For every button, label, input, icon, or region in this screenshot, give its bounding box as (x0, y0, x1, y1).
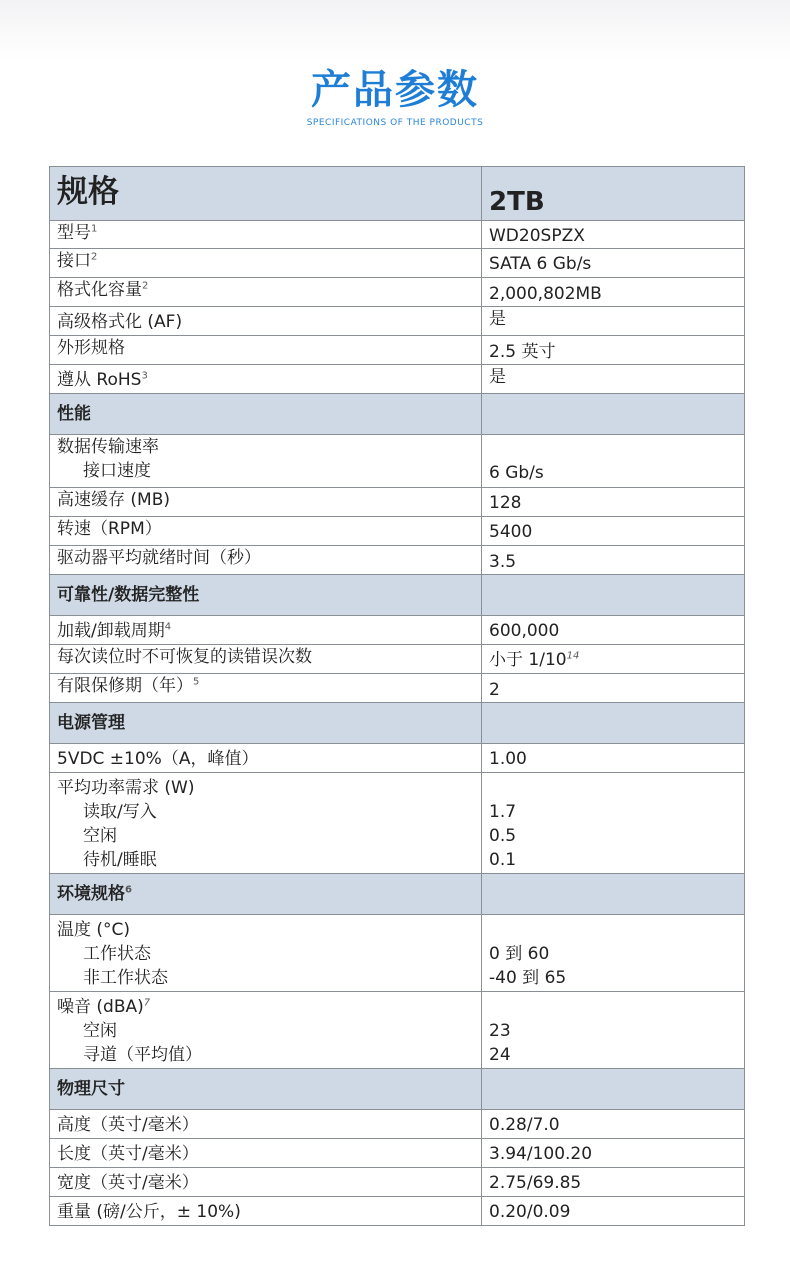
row-value: 3.5 (489, 552, 517, 572)
row-value: 是 (489, 367, 506, 387)
table-row (50, 1168, 745, 1197)
table-row (50, 1197, 745, 1226)
footnote-mark: 2 (142, 280, 149, 292)
row-value: 0 到 60 (489, 944, 550, 964)
row-label: 温度 (°C) (57, 920, 131, 940)
row-value: SATA 6 Gb/s (489, 254, 592, 274)
header-capacity: 2TB (489, 187, 545, 217)
row-value: 2,000,802MB (489, 284, 602, 304)
row-label: 有限保修期（年） (57, 676, 193, 696)
row-value: 是 (489, 309, 506, 329)
row-sublabel: 空闲 (83, 826, 117, 846)
table-row (50, 744, 745, 773)
table-row (50, 773, 745, 874)
row-label: 格式化容量 (57, 280, 142, 300)
row-value: 6 Gb/s (489, 463, 544, 483)
row-value: 0.1 (489, 850, 517, 870)
table-row (50, 435, 745, 488)
header-label-cell (50, 167, 482, 221)
footnote-mark: 5 (193, 676, 200, 688)
row-label: 外形规格 (57, 338, 125, 358)
row-value: 128 (489, 493, 522, 513)
table-row (50, 674, 745, 703)
row-label: 平均功率需求 (W) (57, 778, 195, 798)
section-power (50, 703, 745, 744)
footnote-mark: 7 (143, 997, 151, 1009)
row-label: 每次读位时不可恢复的读错误次数 (57, 647, 312, 667)
row-value: 600,000 (489, 621, 560, 641)
table-row (50, 365, 745, 394)
table-row (50, 1110, 745, 1139)
row-label: 转速（RPM） (57, 519, 162, 539)
section-performance (50, 394, 745, 435)
row-label: 宽度（英寸/毫米） (57, 1173, 199, 1193)
exponent: 14 (566, 650, 580, 662)
row-label: 高速缓存 (MB) (57, 490, 170, 510)
spec-table (49, 166, 745, 1226)
row-value: 2.5 英寸 (489, 342, 556, 362)
footnote-mark: 6 (125, 884, 132, 896)
row-value: 1.00 (489, 749, 527, 769)
section-title: 电源管理 (57, 713, 125, 733)
row-value: 2 (489, 680, 500, 700)
table-row (50, 517, 745, 546)
table-row (50, 992, 745, 1069)
row-sublabel: 待机/睡眠 (83, 850, 157, 870)
row-label: 接口 (57, 251, 91, 271)
row-label: 数据传输速率 (57, 437, 159, 457)
row-label: 驱动器平均就绪时间（秒） (57, 548, 261, 568)
table-row (50, 1139, 745, 1168)
table-row (50, 616, 745, 645)
header-label: 规格 (57, 174, 119, 210)
footnote-mark: 1 (91, 223, 98, 235)
section-physical (50, 1069, 745, 1110)
row-value: 小于 1/10 (489, 650, 567, 670)
row-label: 噪音 (dBA) (57, 997, 144, 1017)
row-label: 高度（英寸/毫米） (57, 1115, 199, 1135)
row-sublabel: 工作状态 (83, 944, 151, 964)
header-value-cell (482, 167, 745, 221)
row-label: 型号 (57, 223, 91, 243)
section-reliability (50, 575, 745, 616)
table-row (50, 488, 745, 517)
row-value: WD20SPZX (489, 226, 585, 246)
page-subtitle: SPECIFICATIONS OF THE PRODUCTS (306, 118, 484, 128)
row-value: -40 到 65 (489, 968, 567, 988)
section-title: 物理尺寸 (57, 1079, 125, 1099)
footnote-mark: 3 (141, 370, 148, 382)
row-value: 24 (489, 1045, 511, 1065)
row-label: 长度（英寸/毫米） (57, 1144, 199, 1164)
row-value: 0.20/0.09 (489, 1202, 571, 1222)
row-sublabel: 寻道（平均值） (83, 1045, 202, 1065)
row-sublabel: 非工作状态 (83, 968, 168, 988)
row-label: 重量 (磅/公斤，± 10%) (57, 1202, 241, 1222)
table-row (50, 336, 745, 365)
row-label: 遵从 RoHS (57, 370, 142, 390)
row-value: 5400 (489, 522, 533, 542)
row-value: 2.75/69.85 (489, 1173, 582, 1193)
footnote-mark: 2 (91, 251, 98, 263)
row-sublabel: 读取/写入 (83, 802, 157, 822)
table-row (50, 249, 745, 278)
section-title: 可靠性/数据完整性 (57, 585, 200, 605)
row-sublabel: 空闲 (83, 1021, 117, 1041)
row-value: 23 (489, 1021, 511, 1041)
table-row (50, 915, 745, 992)
row-value: 1.7 (489, 802, 517, 822)
row-value: 0.5 (489, 826, 517, 846)
page-title: 产品参数 (311, 67, 479, 113)
row-value: 0.28/7.0 (489, 1115, 560, 1135)
row-label: 5VDC ±10%（A，峰值） (57, 749, 259, 769)
section-title: 性能 (57, 404, 91, 424)
table-row (50, 307, 745, 336)
section-environment (50, 874, 745, 915)
row-label: 加载/卸载周期 (57, 621, 165, 641)
row-label: 高级格式化 (AF) (57, 312, 183, 332)
table-header-row (50, 167, 745, 221)
footnote-mark: 4 (164, 621, 172, 633)
table-row (50, 546, 745, 575)
row-sublabel: 接口速度 (83, 461, 151, 481)
table-row (50, 221, 745, 249)
row-value: 3.94/100.20 (489, 1144, 593, 1164)
section-title: 环境规格 (57, 884, 125, 904)
table-row (50, 645, 745, 674)
table-row (50, 278, 745, 307)
